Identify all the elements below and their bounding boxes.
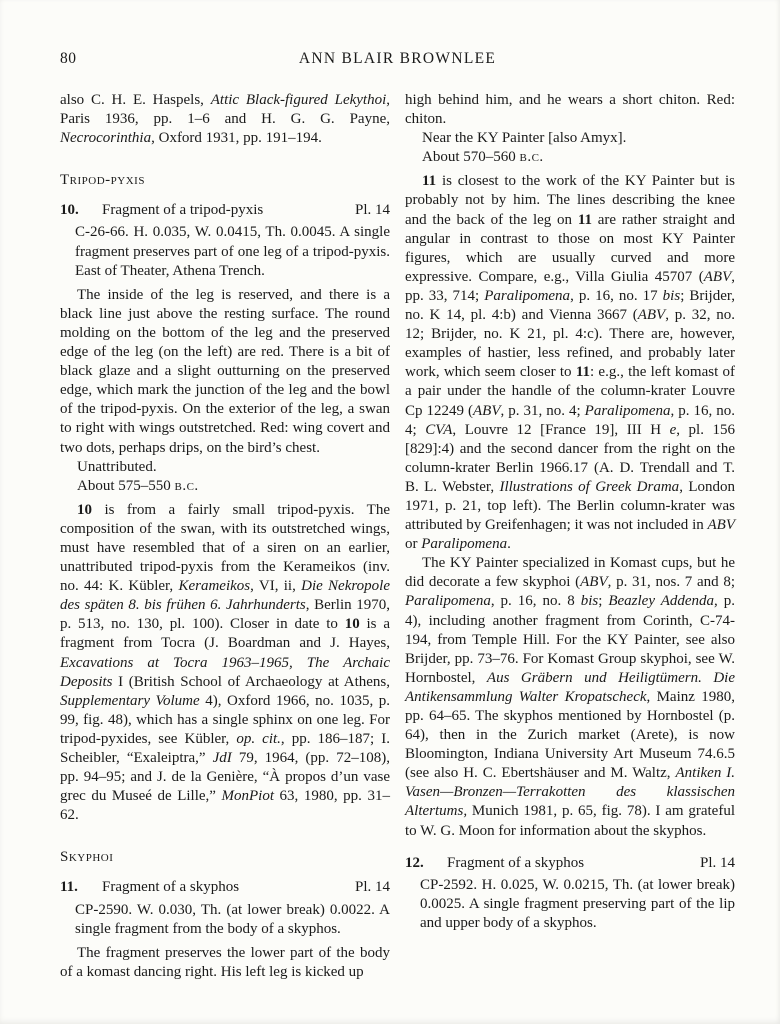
page-number: 80	[60, 50, 77, 67]
entry-12-description: CP-2592. H. 0.025, W. 0.0215, Th. (at lower break) 0.0025. A single fragment preserving part of the lip and upper body of a skyphos.	[420, 876, 735, 931]
entry-11-condition-continuation: high behind him, and he wears a short chiton. Red: chiton.	[405, 92, 735, 128]
entry-10-discussion-paragraph: 10 is from a fairly small tripod-pyxis. The composition of the swan, with its outstretched wings, must have resembled that of a siren on an earlier, unattributed tripod-pyxis from the Kerameikos (inv. no. 44: K. Kübler, Kerameikos, VI, ii, Die Nekropole des späten 8. bis frühen 6. Jahrhunderts, Berlin 1970, p. 513, no. 130, pl. 100). Closer in date to 10 is a fragment from Tocra (J. Boardman and J. Hayes, Excavations at Tocra 1963–1965, The Archaic Deposits I (British School of Archaeology at Athens, Supplementary Volume 4), Oxford 1966, no. 1035, p. 99, fig. 48), which has a single sphinx on one leg. For tripod-pyxides, see Kübler, op. cit., pp. 186–187; I. Scheibler, “Exaleiptra,” JdI 79, 1964, (pp. 72–108), pp. 94–95; and J. de la Genière, “À propos d’un vase grec du Museé de Lille,” MonPiot 63, 1980, pp. 31–62.	[60, 501, 390, 824]
catalog-entry-12-header	[405, 854, 735, 873]
running-head	[60, 50, 735, 70]
haspels-reference-paragraph: also C. H. E. Haspels, Attic Black-figured Lekythoi, Paris 1936, pp. 1–6 and H. G. G. Payne, Necrocorinthia, Oxford 1931, pp. 191–194.	[60, 92, 391, 147]
ky-painter-paragraph: The KY Painter specialized in Komast cups, but he did decorate a few skyphoi (ABV, p. 31, nos. 7 and 8; Paralipomena, p. 16, no. 8 bis; Beazley Addenda, p. 4), including another fragment from Corinth, C-74-194, from Temple Hill. For the KY Painter, see also Brijder, pp. 73–76. For Komast Group skyphoi, see W. Hornbostel, Aus Gräbern und Heiligtümern. Die Antikensammlung Walter Kropatscheck, Mainz 1980, pp. 64–65. The skyphos mentioned by Hornbostel (p. 64), then in the Zurich market (Arete), is now Bloomington, Indiana University Art Museum 74.6.5 (see also H. C. Ebertshäuser and M. Waltz, Antiken I. Vasen—Bronzen—Terrakotten des klassischen Altertums, Munich 1981, p. 65, fig. 78). I am grateful to W. G. Moon for information about the skyphos.	[405, 555, 736, 839]
catalog-entry-11-header	[60, 878, 390, 897]
right-column	[405, 91, 735, 982]
entry-10-date-line: About 575–550 b.c.	[77, 477, 199, 494]
section-heading-skyphoi: Skyphoi	[60, 849, 114, 866]
entry-11-description: CP-2590. W. 0.030, Th. (at lower break) 0.0022. A single fragment from the body of a skyphos.	[75, 901, 390, 937]
entry-number: 12.	[405, 854, 424, 871]
running-head-title: ANN BLAIR BROWNLEE	[298, 50, 497, 67]
entry-title: Fragment of a tripod-pyxis	[102, 202, 264, 219]
entry-10-attribution-line: Unattributed.	[77, 458, 157, 475]
plate-reference: Pl. 14	[354, 202, 390, 219]
entry-title: Fragment of a skyphos	[102, 879, 240, 896]
entry-11-discussion-paragraph: 11 is closest to the work of the KY Painter but is probably not by him. The lines describing the knee and the back of the leg on 11 are rather straight and angular in contrast to those on most KY Painter figures, which are usually curved and more expressive. Compare, e.g., Villa Giulia 45707 (ABV, pp. 33, 714; Paralipomena, p. 16, no. 17 bis; Brijder, no. K 14, pl. 4:b) and Vienna 3667 (ABV, p. 32, no. 12; Brijder, no. K 21, pl. 4:c). There are, however, examples of hastier, less refined, and probably later work, which seem closer to 11: e.g., the left komast of a pair under the handle of the column-krater Louvre Cp 12249 (ABV, p. 31, no. 4; Paralipomena, p. 16, no. 4; CVA, Louvre 12 [France 19], III H e, pl. 156 [829]:4) and the second dancer from the right on the column-krater Berlin 1966.17 (A. D. Trendall and T. B. L. Webster, Illustrations of Greek Drama, London 1971, p. 21, top left). The Berlin column-krater was attributed by Greifenhagen; it was not included in ABV or Paralipomena.	[405, 173, 736, 553]
section-heading-tripod-pyxis: Tripod-pyxis	[60, 172, 145, 189]
catalog-entry-10-header	[60, 201, 390, 220]
entry-11-condition-paragraph: The fragment preserves the lower part of the body of a komast dancing right. His left leg is kicked up	[60, 944, 390, 980]
entry-10-condition-paragraph: The inside of the leg is reserved, and there is a black line just above the resting surface. The round molding on the bottom of the leg and the preserved edge of the leg (on the left) are red. There is a bit of black glaze and a slight outturning on the preserved edge, which mark the junction of the leg and the bowl of the tripod-pyxis. On the exterior of the leg, a swan to right with wings outstretched. Red: wing covert and two dots, perhaps drips, on the bird’s chest.	[60, 286, 390, 456]
entry-number: 10.	[60, 202, 79, 219]
entry-11-date-line: About 570–560 b.c.	[422, 149, 544, 166]
plate-reference: Pl. 14	[699, 854, 735, 871]
entry-title: Fragment of a skyphos	[447, 854, 585, 871]
entry-10-description: C-26-66. H. 0.035, W. 0.0415, Th. 0.0045. A single fragment preserves part of one leg of a tripod-pyxis. East of Theater, Athena Trench.	[75, 224, 390, 279]
text-columns	[60, 91, 735, 982]
entry-11-attribution-line: Near the KY Painter [also Amyx].	[422, 130, 627, 147]
plate-reference: Pl. 14	[354, 879, 390, 896]
left-column	[60, 91, 390, 982]
entry-number: 11.	[60, 879, 78, 896]
